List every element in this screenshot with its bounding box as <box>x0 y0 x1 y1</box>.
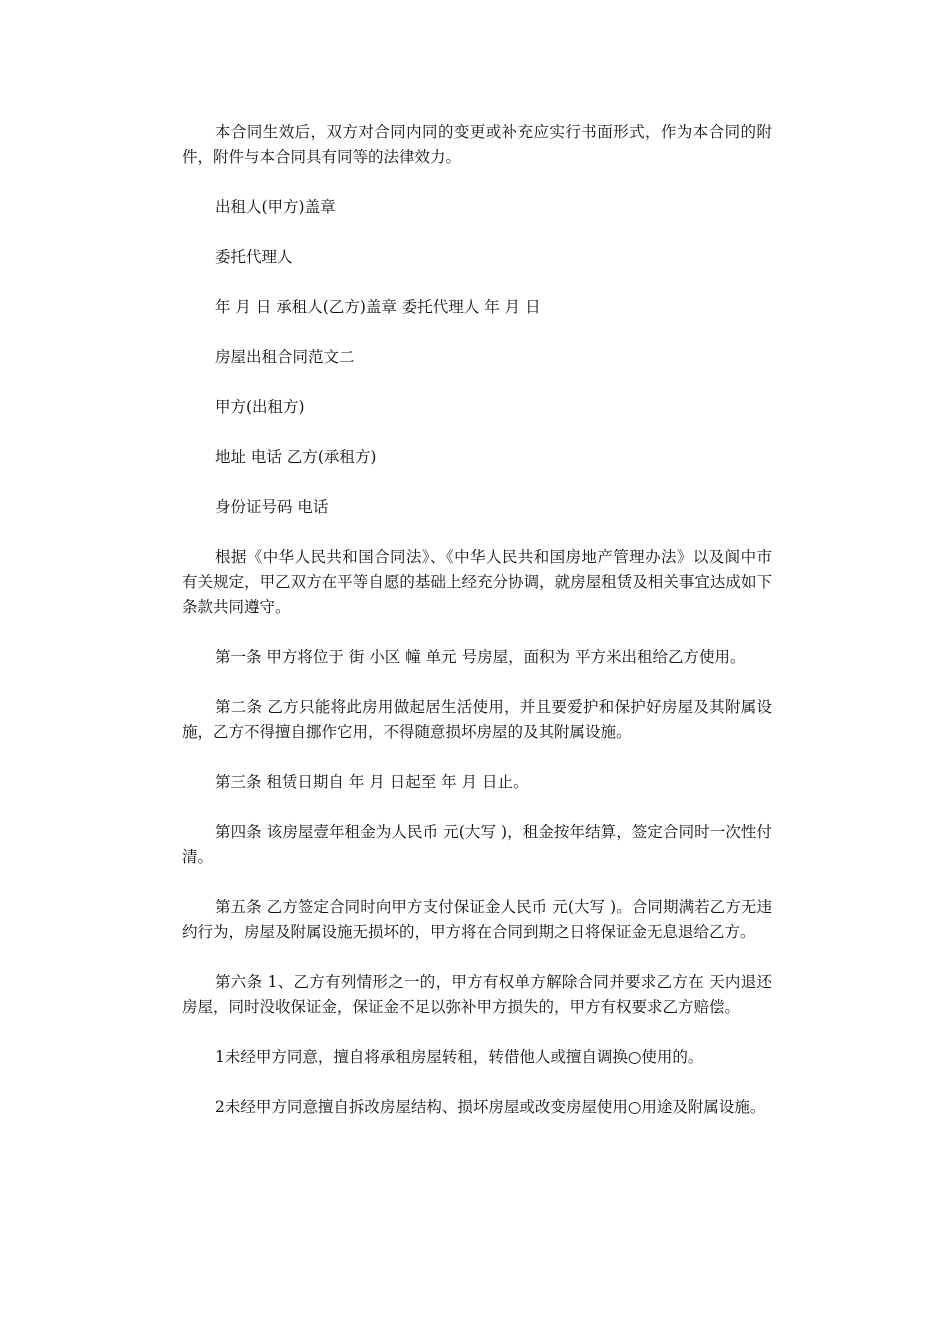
article-5: 第五条 乙方签定合同时向甲方支付保证金人民币 元(大写 )。合同期满若乙方无违约行为，房屋及附属设施无损坏的，甲方将在合同到期之日将保证金无息退给乙方。 <box>182 898 772 941</box>
article-6-item-1: 1未经甲方同意，擅自将承租房屋转租，转借他人或擅自调换○使用的。 <box>215 1048 704 1066</box>
signature-date-line: 年 月 日 承租人(乙方)盖章 委托代理人 年 月 日 <box>215 298 541 316</box>
section-title: 房屋出租合同范文二 <box>215 348 355 366</box>
document-body <box>182 120 772 1145</box>
paragraph-amendment-clause: 本合同生效后，双方对合同内同的变更或补充应实行书面形式，作为本合同的附件，附件与本合同具有同等的法律效力。 <box>182 123 772 166</box>
party-a-line: 甲方(出租方) <box>215 398 305 416</box>
article-1: 第一条 甲方将位于 街 小区 幢 单元 号房屋，面积为 平方米出租给乙方使用。 <box>215 648 746 666</box>
address-phone-line: 地址 电话 乙方(承租方) <box>215 448 377 466</box>
paragraph-legal-basis: 根据《中华人民共和国合同法》、《中华人民共和国房地产管理办法》以及阆中市有关规定，甲乙双方在平等自愿的基础上经充分协调，就房屋租赁及相关事宜达成如下条款共同遵守。 <box>182 548 772 616</box>
agent-line: 委托代理人 <box>215 248 293 266</box>
article-2: 第二条 乙方只能将此房用做起居生活使用，并且要爱护和保护好房屋及其附属设施，乙方不得擅自挪作它用，不得随意损坏房屋的及其附属设施。 <box>182 698 772 741</box>
id-phone-line: 身份证号码 电话 <box>215 498 329 516</box>
article-4: 第四条 该房屋壹年租金为人民币 元(大写 )，租金按年结算，签定合同时一次性付清。 <box>182 823 772 866</box>
article-6-item-2: 2未经甲方同意擅自拆改房屋结构、损坏房屋或改变房屋使用○用途及附属设施。 <box>215 1098 766 1116</box>
article-6: 第六条 1、乙方有列情形之一的，甲方有权单方解除合同并要求乙方在 天内退还房屋，同时没收保证金，保证金不足以弥补甲方损失的，甲方有权要求乙方赔偿。 <box>182 973 772 1016</box>
article-3: 第三条 租赁日期自 年 月 日起至 年 月 日止。 <box>215 773 529 791</box>
lessor-seal-line: 出租人(甲方)盖章 <box>215 198 336 216</box>
